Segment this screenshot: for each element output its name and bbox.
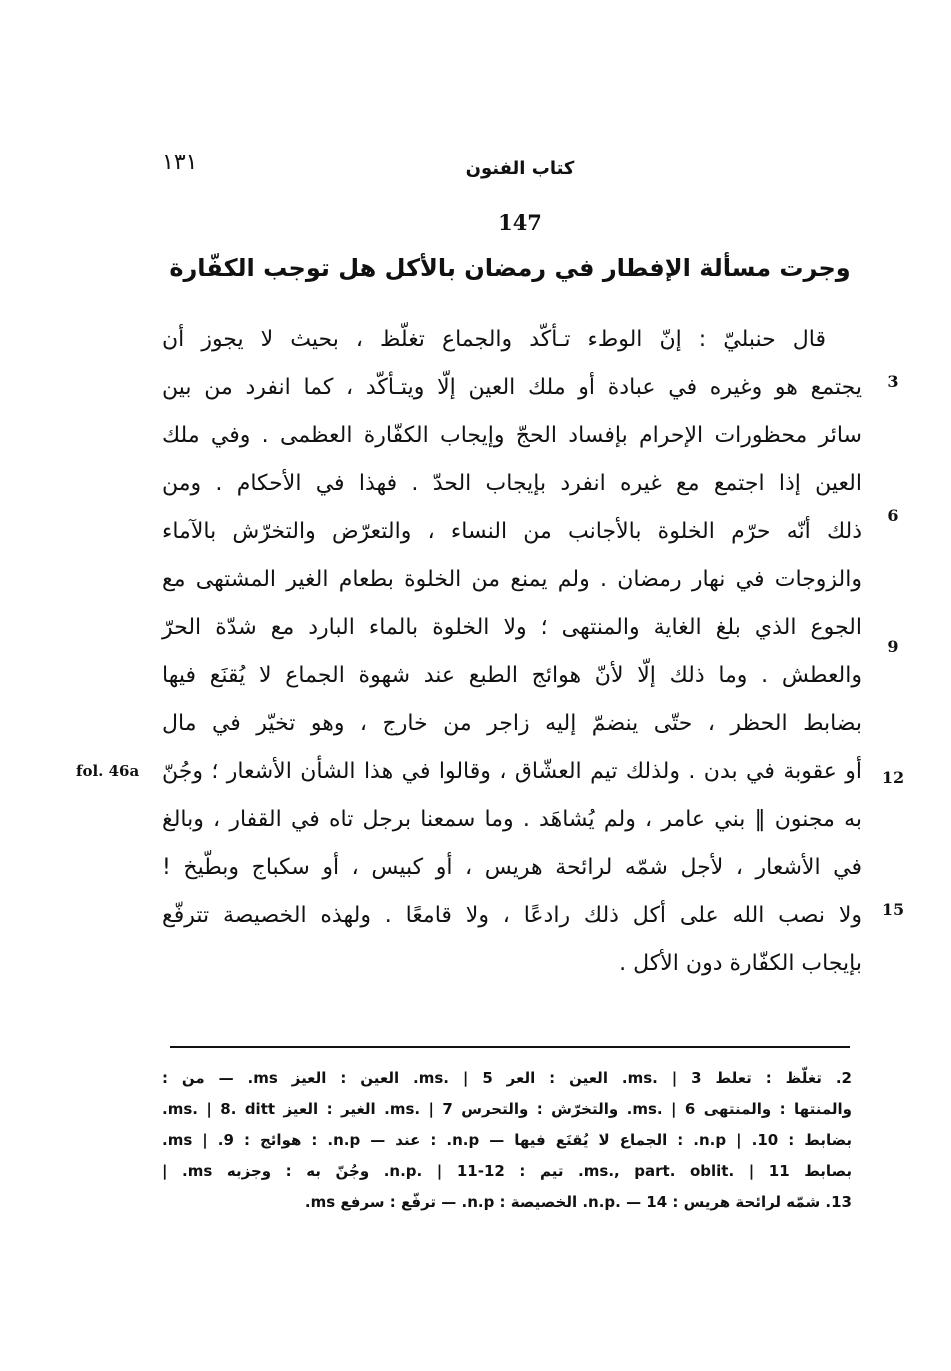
line-number: 9 — [887, 637, 899, 656]
footnote-rule — [170, 1046, 850, 1048]
main-text — [162, 320, 862, 992]
apparatus-line: 2. تغلّظ : تعلط ms. | 3. العين : العر ms. | 5. العين : العيز ms. — من : — [162, 1069, 852, 1087]
running-title: كتاب الفنون — [465, 158, 575, 179]
page-number: ١٣١ — [162, 150, 198, 175]
section-number: 147 — [498, 210, 542, 235]
text-line: ذلك أنّه حرّم الخلوة بالأجانب من النساء ، والتعرّض والتخرّش بالآماء — [162, 519, 862, 544]
apparatus-line: بضابط : 10. | n.p. : الجماع لا يُقنَع فيها — n.p. : عند — n.p. : هوائج : 9. | ms. — [162, 1131, 852, 1149]
text-line: قال حنبليّ : إنّ الوطء تـأكّد والجماع تغلّظ ، بحيث لا يجوز أن — [162, 327, 826, 352]
text-line: ولا نصب الله على أكل ذلك رادعًا ، ولا قامعًا . ولهذه الخصيصة تترفّع — [162, 903, 862, 928]
apparatus-line: بصابط ms., part. oblit. | 11. تيم : n.p. | 11-12. وجُنّ به : وجزبه ms. | — [162, 1162, 852, 1180]
apparatus-line: 13. شمّه لرائحة هريس : n.p. — 14. الخصيصة : n.p. — ترفّع : سرفع ms. — [304, 1193, 852, 1211]
line-number: 15 — [881, 900, 905, 919]
text-line: في الأشعار ، لأجل شمّه لرائحة هريس ، أو كبيس ، أو سكباج وبطّيخ ! — [162, 855, 862, 880]
section-title: وجرت مسألة الإفطار في رمضان بالأكل هل توجب الكفّارة — [169, 254, 851, 282]
text-line: والزوجات في نهار رمضان . ولم يمنع من الخلوة بطعام الغير المشتهى مع — [162, 567, 862, 592]
critical-apparatus — [162, 1064, 852, 1219]
line-number: 3 — [887, 372, 899, 391]
text-line: به مجنون ‖ بني عامر ، ولم يُشاهَد . وما سمعنا برجل تاه في القفار ، وبالغ — [162, 807, 862, 832]
text-line: بضابط الحظر ، حتّى ينضمّ إليه زاجر من خارج ، وهو تخيّر في مال — [162, 711, 862, 736]
text-line: سائر محظورات الإحرام بإفساد الحجّ وإيجاب الكفّارة العظمى . وفي ملك — [162, 423, 862, 448]
text-line: والعطش . وما ذلك إلّا لأنّ هوائج الطبع عند شهوة الجماع لا يُقنَع فيها — [162, 663, 862, 688]
apparatus-line: والمنتها : والمنتهى ms. | 6. والتخرّش : والتحرس ms. | 7. الغير : العيز ms. | 8. ditt. — [162, 1100, 852, 1118]
line-number: 12 — [881, 768, 905, 787]
text-line: الجوع الذي بلغ الغاية والمنتهى ؛ ولا الخلوة بالماء البارد مع شدّة الحرّ — [162, 615, 862, 640]
text-line: يجتمع هو وغيره في عبادة أو ملك العين إلّا ويتـأكّد ، كما انفرد من بين — [162, 375, 862, 400]
text-line: أو عقوبة في بدن . ولذلك تيم العشّاق ، وقالوا في هذا الشأن الأشعار ؛ وجُنّ — [162, 759, 862, 784]
text-line: بإيجاب الكفّارة دون الأكل . — [619, 951, 862, 976]
text-line: العين إذا اجتمع مع غيره انفرد بإيجاب الحدّ . فهذا في الأحكام . ومن — [162, 471, 862, 496]
line-number: 6 — [887, 506, 899, 525]
folio-margin-note: fol. 46a — [76, 762, 140, 780]
